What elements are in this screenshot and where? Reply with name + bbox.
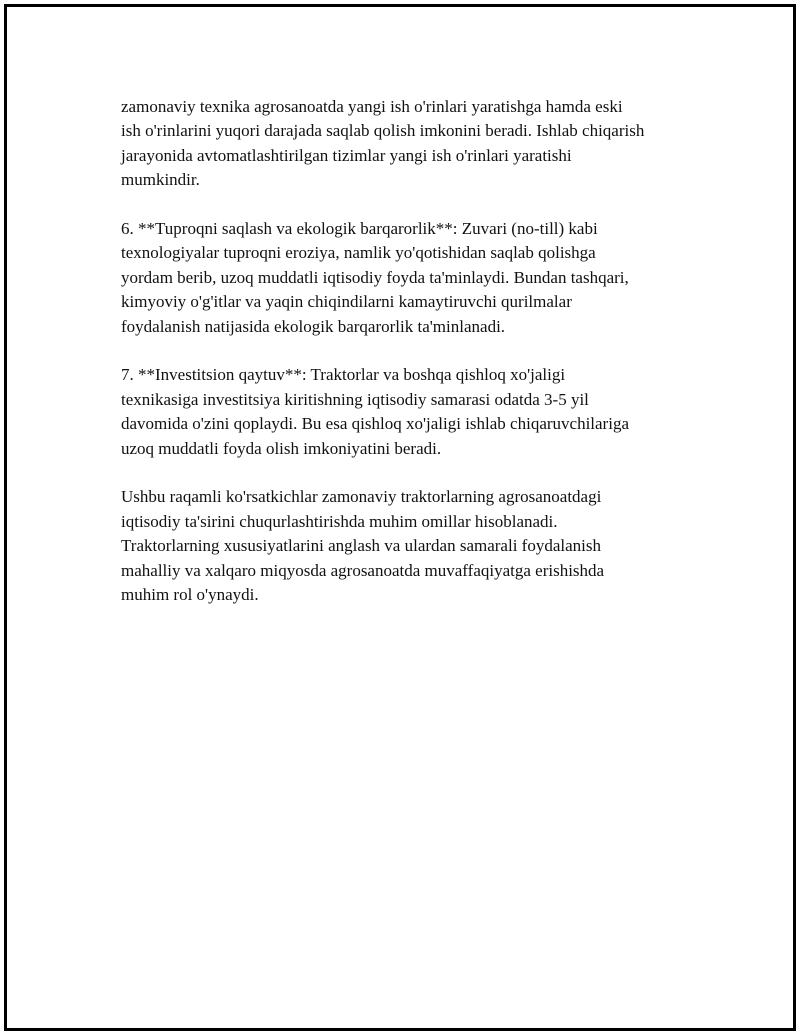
page-frame <box>4 4 796 1031</box>
paragraph-continuation: zamonaviy texnika agrosanoatda yangi ish o'rinlari yaratishga hamda eski ish o'rinlarini yuqori darajada saqlab qolish imkonini beradi. Ishlab chiqarish jarayonida avtomatlashtirilgan tizimlar yangi ish o'rinlari yaratishi mumkindir. <box>121 97 645 190</box>
document-body <box>121 95 681 632</box>
paragraph-conclusion: Ushbu raqamli ko'rsatkichlar zamonaviy traktorlarning agrosanoatdagi iqtisodiy ta'sirini chuqurlashtirishda muhim omillar hisoblanadi. Traktorlarning xususiyatlarini anglash va ulardan samarali foydalanish mahalliy va xalqaro miqyosda agrosanoatda muvaffaqiyatga erishishda muhim rol o'ynaydi. <box>121 487 605 605</box>
paragraph-item-6: 6. **Tuproqni saqlash va ekologik barqarorlik**: Zuvari (no-till) kabi texnologiyalar tuproqni eroziya, namlik yo'qotishidan saqlab qolishga yordam berib, uzoq muddatli iqtisodiy foyda ta'minlaydi. Bundan tashqari, kimyoviy o'g'itlar va yaqin chiqindilarni kamaytiruvchi qurilmalar foydalanish natijasida ekologik barqarorlik ta'minlanadi. <box>121 219 629 336</box>
paragraph-item-7: 7. **Investitsion qaytuv**: Traktorlar va boshqa qishloq xo'jaligi texnikasiga investitsiya kiritishning iqtisodiy samarasi odatda 3-5 yil davomida o'zini qoplaydi. Bu esa qishloq xo'jaligi ishlab chiqaruvchilariga uzoq muddatli foyda olish imkoniyatini beradi. <box>121 365 629 458</box>
